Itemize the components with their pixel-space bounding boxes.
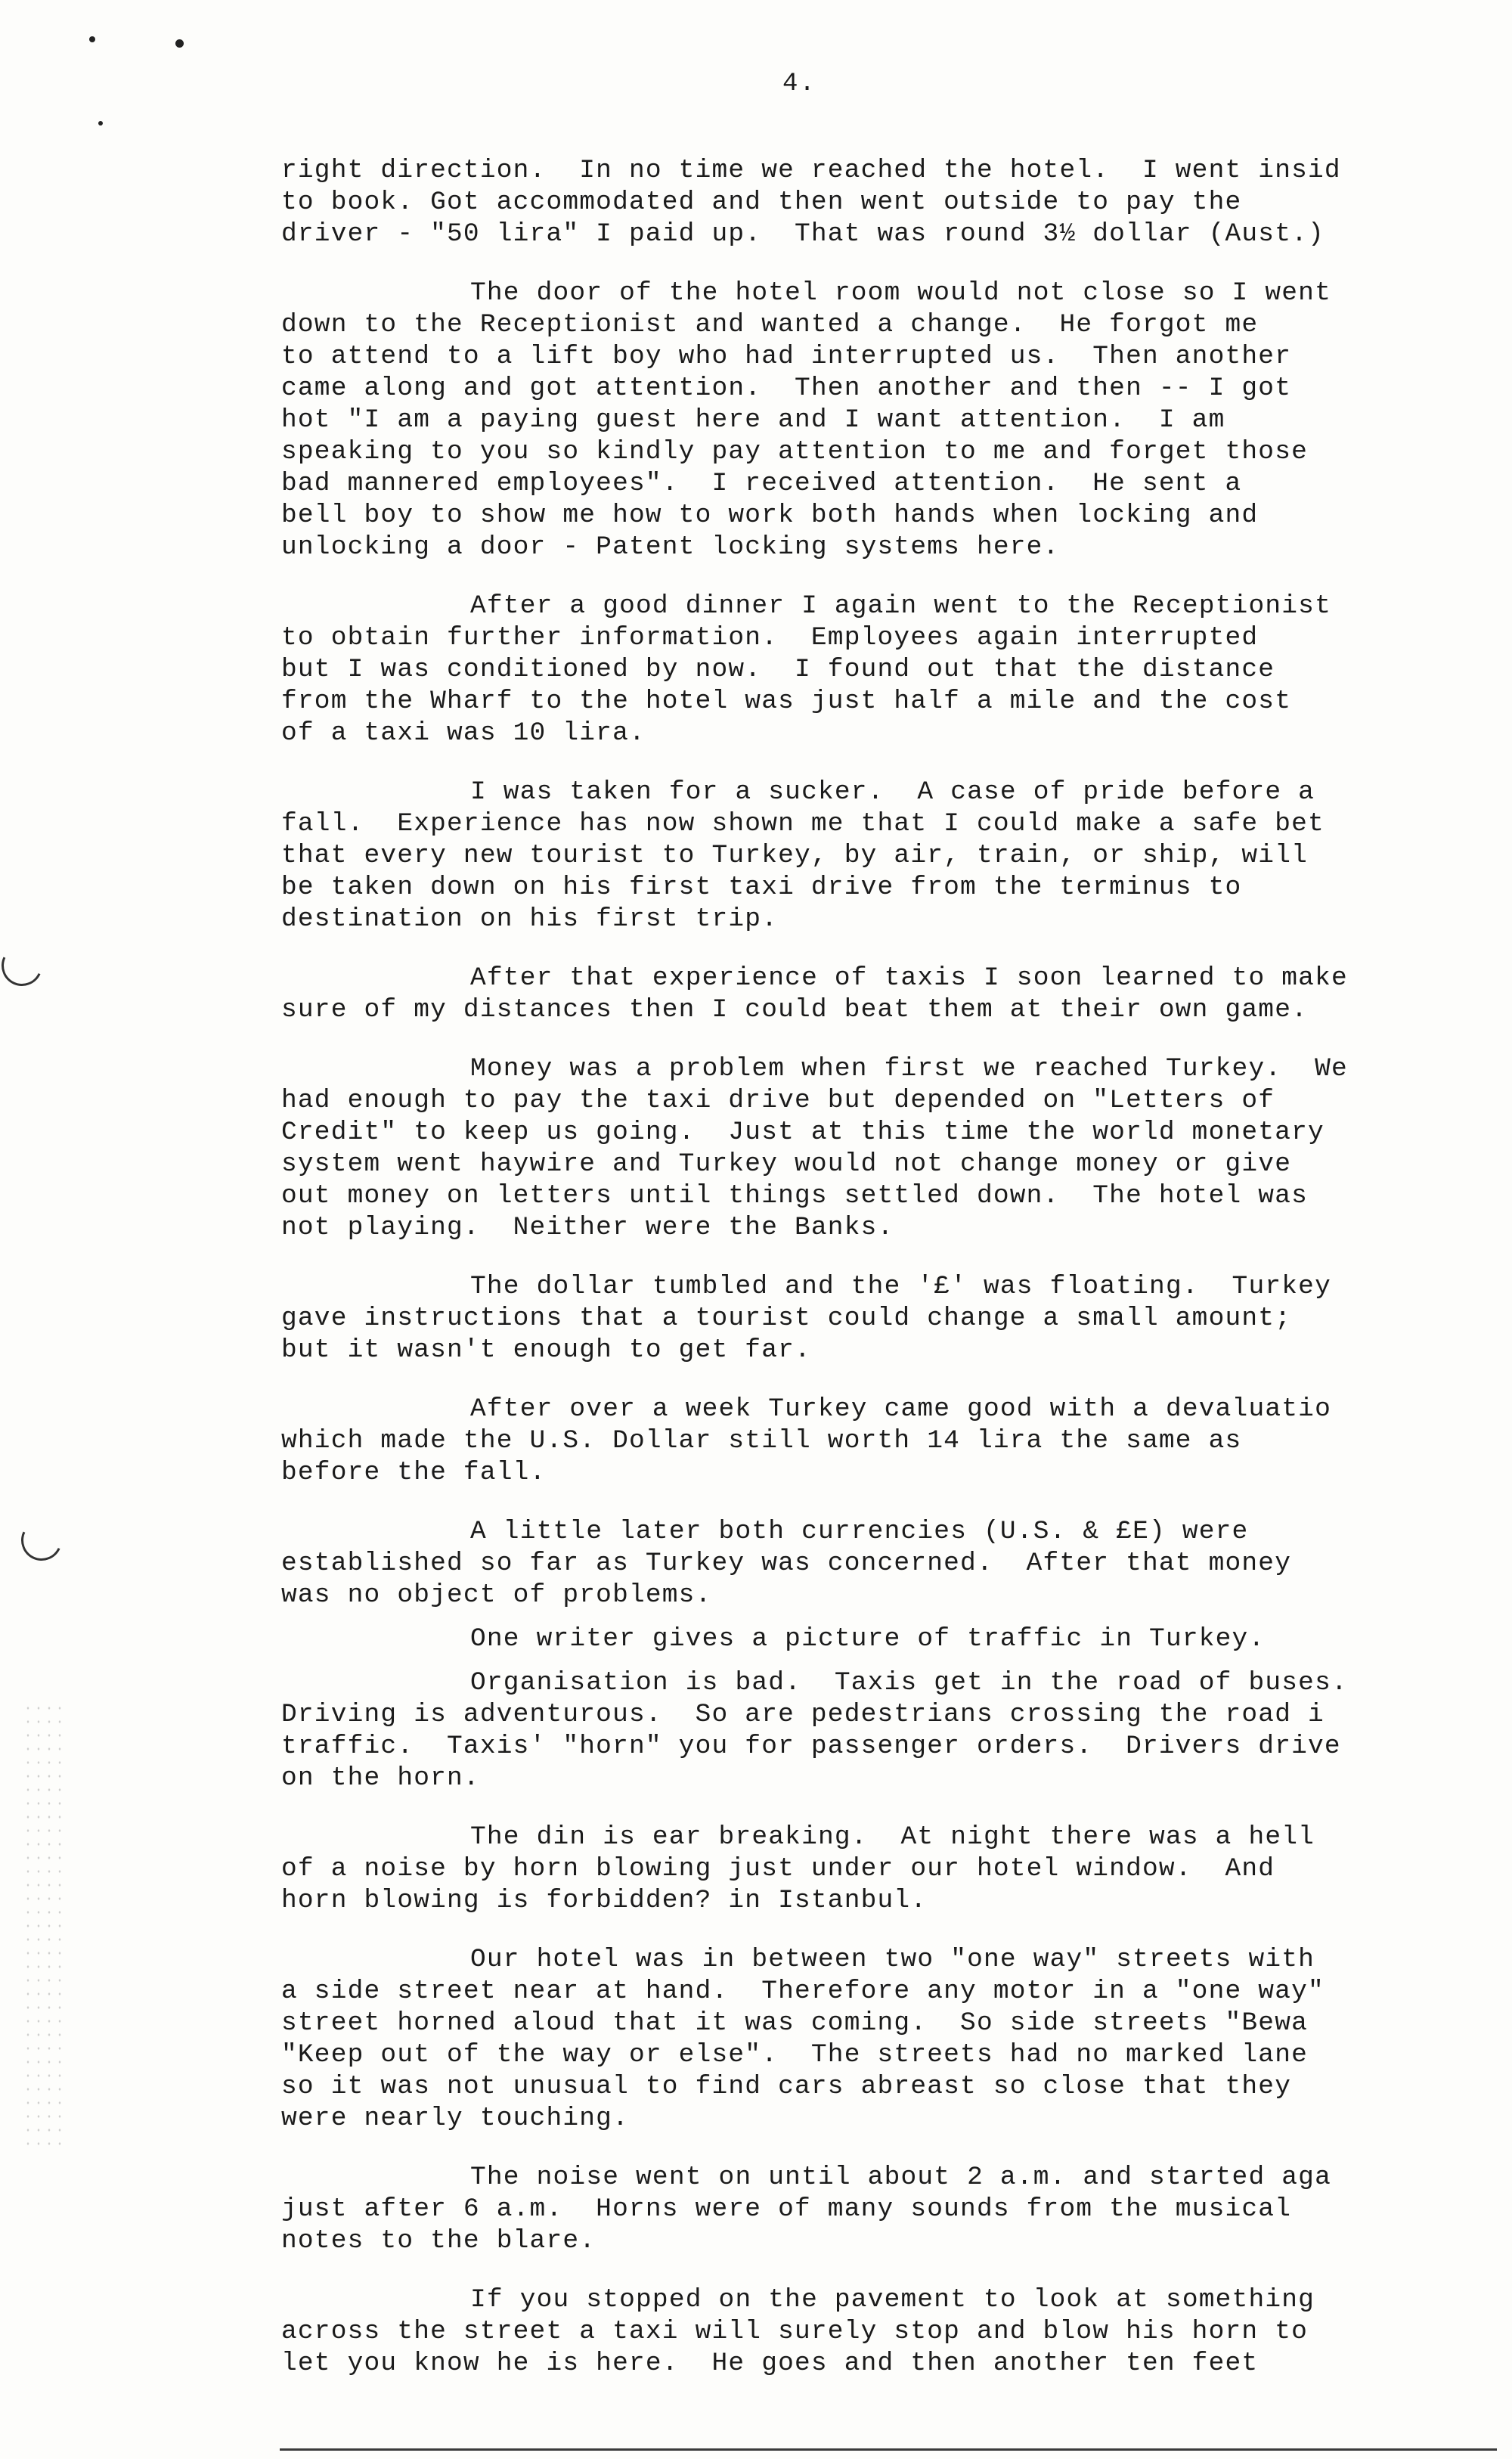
text-line — [281, 532, 1491, 563]
text-line — [281, 718, 1491, 749]
line-text: from the Wharf to the hotel was just half a mile and the cost — [281, 687, 1292, 716]
text-line — [281, 904, 1491, 935]
text-line — [281, 2039, 1491, 2071]
scan-speck — [98, 121, 103, 126]
paragraph — [281, 1516, 1491, 1611]
text-line — [281, 405, 1491, 436]
line-text: horn blowing is forbidden? in Istanbul. — [281, 1886, 928, 1915]
line-text: right direction. In no time we reached the hotel. I went insid — [281, 156, 1341, 185]
line-text: notes to the blare. — [281, 2226, 596, 2256]
line-text: not playing. Neither were the Banks. — [281, 1213, 894, 1242]
text-line — [281, 2071, 1491, 2103]
page-number: 4. — [782, 70, 816, 98]
line-text: Organisation is bad. Taxis get in the road of buses. — [470, 1668, 1348, 1698]
text-line — [281, 309, 1491, 341]
text-line — [281, 622, 1491, 654]
text-line — [281, 2194, 1491, 2225]
line-text: sure of my distances then I could beat them at their own game. — [281, 995, 1309, 1025]
line-text: bad mannered employees". I received attention. He sent a — [281, 469, 1242, 498]
text-line — [281, 1763, 1491, 1794]
text-line — [281, 2348, 1491, 2380]
text-line — [281, 1580, 1491, 1611]
text-line — [281, 1976, 1491, 2008]
text-line — [281, 1944, 1491, 1976]
line-text: The noise went on until about 2 a.m. and started aga — [470, 2163, 1331, 2192]
paragraph — [281, 2284, 1491, 2380]
paragraph — [281, 1667, 1491, 1794]
line-text: The din is ear breaking. At night there was a hell — [470, 1822, 1315, 1852]
line-text: bell boy to show me how to work both hands when locking and — [281, 501, 1259, 530]
line-text: traffic. Taxis' "horn" you for passenger orders. Drivers drive — [281, 1732, 1341, 1761]
punch-hole-mark — [15, 1514, 67, 1566]
text-line — [281, 963, 1491, 994]
text-line — [281, 1457, 1491, 1489]
line-text: but I was conditioned by now. I found out that the distance — [281, 655, 1275, 684]
line-text: be taken down on his first taxi drive from the terminus to — [281, 873, 1242, 902]
text-line — [281, 468, 1491, 500]
paragraph — [281, 2162, 1491, 2257]
line-text: to book. Got accommodated and then went outside to pay the — [281, 188, 1242, 217]
text-line — [281, 1699, 1491, 1731]
text-line — [281, 1425, 1491, 1457]
line-text: had enough to pay the taxi drive but depended on "Letters of — [281, 1086, 1275, 1115]
text-line — [281, 1516, 1491, 1548]
line-text: A little later both currencies (U.S. & £E) were — [470, 1517, 1249, 1546]
text-line — [281, 2103, 1491, 2135]
line-text: After that experience of taxis I soon learned to make — [470, 963, 1348, 993]
line-text: I was taken for a sucker. A case of pride before a — [470, 777, 1315, 807]
line-text: After a good dinner I again went to the Receptionist — [470, 591, 1331, 621]
scan-speck — [89, 36, 95, 42]
text-line — [281, 1822, 1491, 1853]
paragraph — [281, 155, 1491, 250]
text-line — [281, 373, 1491, 405]
line-text: Credit" to keep us going. Just at this time the world monetary — [281, 1118, 1325, 1147]
line-text: "Keep out of the way or else". The streets had no marked lane — [281, 2040, 1309, 2070]
text-line — [281, 436, 1491, 468]
text-line — [281, 994, 1491, 1026]
text-line — [281, 1149, 1491, 1180]
line-text: destination on his first trip. — [281, 904, 779, 934]
scan-speck — [175, 39, 184, 48]
line-text: Our hotel was in between two "one way" streets with — [470, 1945, 1315, 1974]
line-text: street horned aloud that it was coming. So side streets "Bewa — [281, 2008, 1309, 2038]
line-text: before the fall. — [281, 1458, 547, 1487]
text-line — [281, 1885, 1491, 1917]
text-line — [281, 1271, 1491, 1303]
line-text: unlocking a door - Patent locking systems here. — [281, 532, 1060, 562]
line-text: The door of the hotel room would not close so I went — [470, 278, 1331, 308]
paragraph — [281, 591, 1491, 749]
text-line — [281, 1335, 1491, 1366]
line-text: system went haywire and Turkey would not change money or give — [281, 1149, 1292, 1179]
line-text: Money was a problem when first we reached Turkey. We — [470, 1054, 1348, 1084]
paragraph — [281, 1623, 1491, 1655]
text-line — [281, 1085, 1491, 1117]
line-text: After over a week Turkey came good with a devaluatio — [470, 1394, 1331, 1424]
text-line — [281, 187, 1491, 219]
line-text: so it was not unusual to find cars abreast so close that they — [281, 2072, 1292, 2101]
text-line — [281, 1548, 1491, 1580]
text-line — [281, 654, 1491, 686]
text-line — [281, 591, 1491, 622]
text-line — [281, 155, 1491, 187]
line-text: out money on letters until things settled down. The hotel was — [281, 1181, 1309, 1211]
line-text: to obtain further information. Employees again interrupted — [281, 623, 1259, 653]
punch-hole-mark — [0, 939, 48, 991]
text-line — [281, 686, 1491, 718]
text-line — [281, 1117, 1491, 1149]
text-line — [281, 1667, 1491, 1699]
line-text: just after 6 a.m. Horns were of many sounds from the musical — [281, 2194, 1292, 2224]
line-text: If you stopped on the pavement to look at something — [470, 2285, 1315, 2315]
text-line — [281, 1212, 1491, 1244]
line-text: One writer gives a picture of traffic in Turkey. — [470, 1624, 1266, 1654]
text-line — [281, 2316, 1491, 2348]
line-text: was no object of problems. — [281, 1580, 712, 1610]
line-text: but it wasn't enough to get far. — [281, 1335, 811, 1365]
paragraph — [281, 1271, 1491, 1366]
text-line — [281, 2008, 1491, 2039]
line-text: of a taxi was 10 lira. — [281, 718, 646, 748]
line-text: speaking to you so kindly pay attention to me and forget those — [281, 437, 1309, 467]
line-text: that every new tourist to Turkey, by air, train, or ship, will — [281, 841, 1309, 870]
text-line — [281, 777, 1491, 808]
text-line — [281, 341, 1491, 373]
paragraph — [281, 1053, 1491, 1244]
text-line — [281, 2162, 1491, 2194]
text-line — [281, 500, 1491, 532]
text-line — [281, 1394, 1491, 1425]
text-line — [281, 872, 1491, 904]
text-line — [281, 2284, 1491, 2316]
line-text: down to the Receptionist and wanted a change. He forgot me — [281, 310, 1259, 340]
line-text: which made the U.S. Dollar still worth 14 lira the same as — [281, 1426, 1242, 1456]
line-text: established so far as Turkey was concerned. After that money — [281, 1549, 1292, 1578]
line-text: were nearly touching. — [281, 2104, 629, 2133]
text-line — [281, 278, 1491, 309]
text-line — [281, 1180, 1491, 1212]
text-line — [281, 840, 1491, 872]
paragraph — [281, 1944, 1491, 2135]
text-line — [281, 1731, 1491, 1763]
paragraph — [281, 963, 1491, 1026]
body-text — [281, 155, 1491, 2407]
paragraph — [281, 777, 1491, 935]
text-line — [281, 1853, 1491, 1885]
page-bottom-edge — [280, 2448, 1497, 2451]
line-text: fall. Experience has now shown me that I could make a safe bet — [281, 809, 1325, 839]
line-text: a side street near at hand. Therefore any motor in a "one way" — [281, 1977, 1325, 2006]
line-text: let you know he is here. He goes and then another ten feet — [281, 2349, 1259, 2378]
text-line — [281, 1623, 1491, 1655]
text-line — [281, 219, 1491, 250]
line-text: gave instructions that a tourist could change a small amount; — [281, 1304, 1292, 1333]
line-text: across the street a taxi will surely stop and blow his horn to — [281, 2317, 1309, 2346]
text-line — [281, 808, 1491, 840]
text-line — [281, 2225, 1491, 2257]
line-text: driver - "50 lira" I paid up. That was round 3½ dollar (Aust.) — [281, 219, 1325, 249]
line-text: of a noise by horn blowing just under our hotel window. And — [281, 1854, 1275, 1884]
text-line — [281, 1303, 1491, 1335]
paragraph — [281, 1822, 1491, 1917]
line-text: on the horn. — [281, 1763, 480, 1793]
text-line — [281, 1053, 1491, 1085]
scan-noise — [23, 1701, 68, 2155]
line-text: Driving is adventurous. So are pedestrians crossing the road i — [281, 1700, 1325, 1729]
line-text: to attend to a lift boy who had interrupted us. Then another — [281, 342, 1292, 371]
line-text: The dollar tumbled and the '£' was floating. Turkey — [470, 1272, 1331, 1301]
paragraph — [281, 1394, 1491, 1489]
paragraph — [281, 278, 1491, 563]
line-text: hot "I am a paying guest here and I want attention. I am — [281, 405, 1225, 435]
line-text: came along and got attention. Then another and then -- I got — [281, 374, 1292, 403]
